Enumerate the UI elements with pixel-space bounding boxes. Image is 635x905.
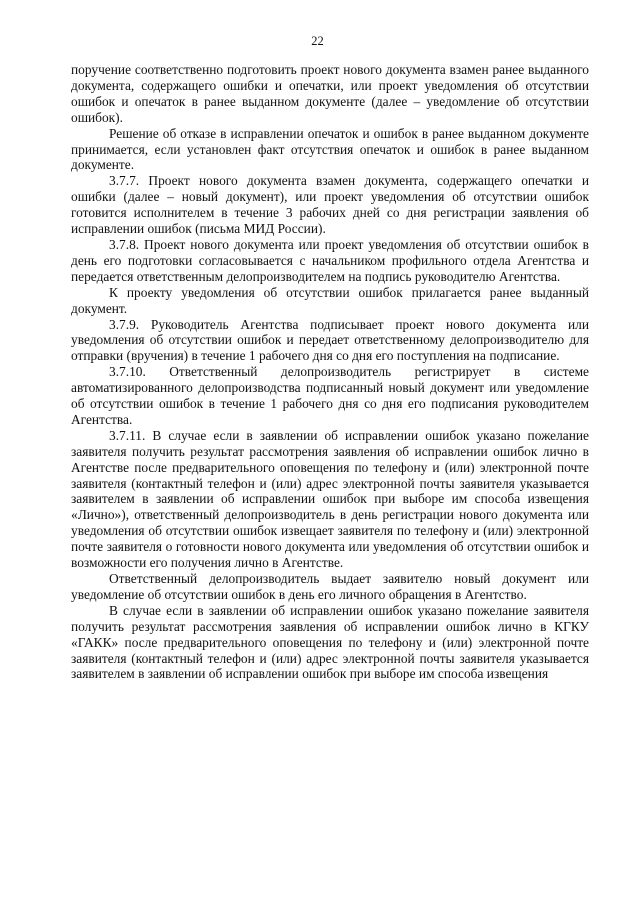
- paragraph-3-7-11: 3.7.11. В случае если в заявлении об исправлении ошибок указано пожелание заявителя получить результат рассмотрения заявления об исправлении ошибок лично в Агентстве после предварительного оповещения по телефону и (или) электронной почте заявителя (контактный телефон и (или) адрес электронной почты заявителя указывается заявителем в заявлении об исправлении ошибок при выборе им способа извещения «Лично»), ответственный делопроизводитель в день регистрации нового документа или уведомления об отсутствии ошибок извещает заявителя по телефону и (или) электронной почте заявителя о готовности нового документа или уведомления об отсутствии ошибок и возможности его получения лично в Агентстве.: [71, 427, 589, 571]
- paragraph-refusal-decision: Решение об отказе в исправлении опечаток и ошибок в ранее выданном документе принимается, если установлен факт отсутствия опечаток и ошибок в ранее выданном документе.: [71, 125, 589, 173]
- paragraph-continuation: поручение соответственно подготовить проект нового документа взамен ранее выданного документа, содержащего ошибки и опечатки, или проект уведомления об отсутствии ошибок и опечаток в ранее выданном документе (далее – уведомление об отсутствии ошибок).: [71, 62, 589, 125]
- document-body: [71, 62, 589, 682]
- page-number: 22: [311, 34, 324, 48]
- paragraph-gakk-case: В случае если в заявлении об исправлении ошибок указано пожелание заявителя получить результат рассмотрения заявления об исправлении ошибок лично в КГКУ «ГАКК» после предварительного оповещения по телефону и (или) электронной почте заявителя (контактный телефон и (или) адрес электронной почты заявителя указывается заявителем в заявлении об исправлении ошибок при выборе им способа извещения: [71, 602, 589, 682]
- paragraph-3-7-10: 3.7.10. Ответственный делопроизводитель регистрирует в системе автоматизированного делопроизводства подписанный новый документ или уведомление об отсутствии ошибок в течение 1 рабочего дня со дня его подписания руководителем Агентства.: [71, 364, 589, 427]
- paragraph-issuance: Ответственный делопроизводитель выдает заявителю новый документ или уведомление об отсутствии ошибок в день его личного обращения в Агентство.: [71, 571, 589, 602]
- paragraph-attachment: К проекту уведомления об отсутствии ошибок прилагается ранее выданный документ.: [71, 284, 589, 316]
- paragraph-3-7-9: 3.7.9. Руководитель Агентства подписывает проект нового документа или уведомления об отсутствии ошибок и передает ответственному делопроизводителю для отправки (вручения) в течение 1 рабочего дня со дня его поступления на подписание.: [71, 316, 589, 364]
- paragraph-3-7-7: 3.7.7. Проект нового документа взамен документа, содержащего опечатки и ошибки (далее – новый документ), или проект уведомления об отсутствии ошибок готовится исполнителем в течение 3 рабочих дней со дня регистрации заявления об исправлении ошибок (письма МИД России).: [71, 173, 589, 237]
- paragraph-3-7-8: 3.7.8. Проект нового документа или проект уведомления об отсутствии ошибок в день его подготовки согласовывается с начальником профильного отдела Агентства и передается ответственным делопроизводителем на подпись руководителю Агентства.: [71, 236, 589, 284]
